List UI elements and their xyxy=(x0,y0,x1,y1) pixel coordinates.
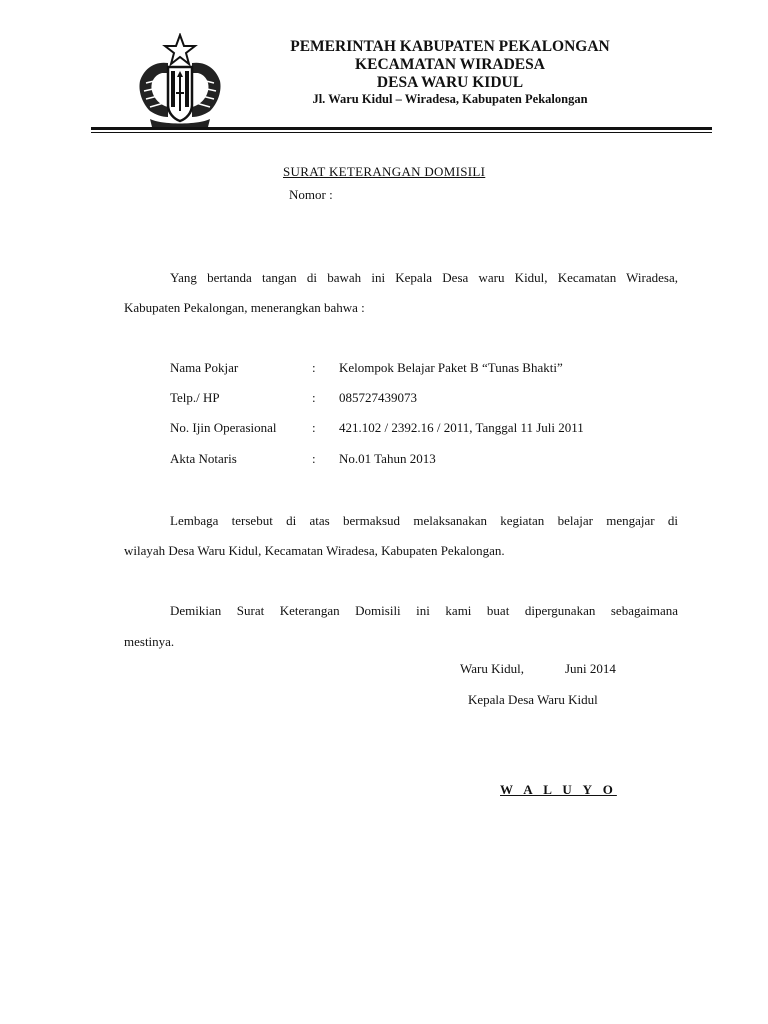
detail-label-akta-notaris: Akta Notaris xyxy=(170,451,237,466)
signatory-name: W A L U Y O xyxy=(500,782,617,797)
intro-paragraph-line2: Kabupaten Pekalongan, menerangkan bahwa : xyxy=(124,300,365,315)
detail-separator: : xyxy=(312,390,316,405)
detail-separator: : xyxy=(312,420,316,435)
detail-value-nama-pokjar: Kelompok Belajar Paket B “Tunas Bhakti” xyxy=(339,360,563,375)
closing-paragraph-line2: mestinya. xyxy=(124,634,175,649)
purpose-paragraph-line2: wilayah Desa Waru Kidul, Kecamatan Wiradesa, Kabupaten Pekalongan. xyxy=(124,543,505,558)
pekalongan-emblem-icon xyxy=(132,33,228,129)
detail-separator: : xyxy=(312,451,316,466)
detail-value-ijin-operasional: 421.102 / 2392.16 / 2011, Tanggal 11 Juli 2011 xyxy=(339,420,584,435)
detail-value-akta-notaris: No.01 Tahun 2013 xyxy=(339,451,436,466)
purpose-paragraph-line1: Lembaga tersebut di atas bermaksud melaksanakan kegiatan belajar mengajar di xyxy=(170,513,678,528)
detail-label-nama-pokjar: Nama Pokjar xyxy=(170,360,239,375)
detail-label-ijin-operasional: No. Ijin Operasional xyxy=(170,420,277,435)
letterhead-divider-thick xyxy=(91,127,712,130)
detail-separator: : xyxy=(312,360,316,375)
signature-role: Kepala Desa Waru Kidul xyxy=(468,692,598,707)
detail-value-telp: 085727439073 xyxy=(339,390,417,405)
detail-label-telp: Telp./ HP xyxy=(170,390,220,405)
letterhead-address: Jl. Waru Kidul – Wiradesa, Kabupaten Pekalongan xyxy=(312,92,588,106)
letterhead-village: DESA WARU KIDUL xyxy=(376,74,524,91)
signature-place: Waru Kidul, xyxy=(460,661,524,676)
letterhead-government: PEMERINTAH KABUPATEN PEKALONGAN xyxy=(290,38,610,55)
letterhead-district: KECAMATAN WIRADESA xyxy=(355,56,545,73)
document-number: Nomor : xyxy=(289,187,333,202)
closing-paragraph-line1: Demikian Surat Keterangan Domisili ini kami buat dipergunakan sebagaimana xyxy=(170,603,678,618)
letterhead-divider-thin xyxy=(91,132,712,133)
document-title: SURAT KETERANGAN DOMISILI xyxy=(283,164,486,179)
signature-date: Juni 2014 xyxy=(565,661,616,676)
intro-paragraph-line1: Yang bertanda tangan di bawah ini Kepala Desa waru Kidul, Kecamatan Wiradesa, xyxy=(170,270,678,285)
